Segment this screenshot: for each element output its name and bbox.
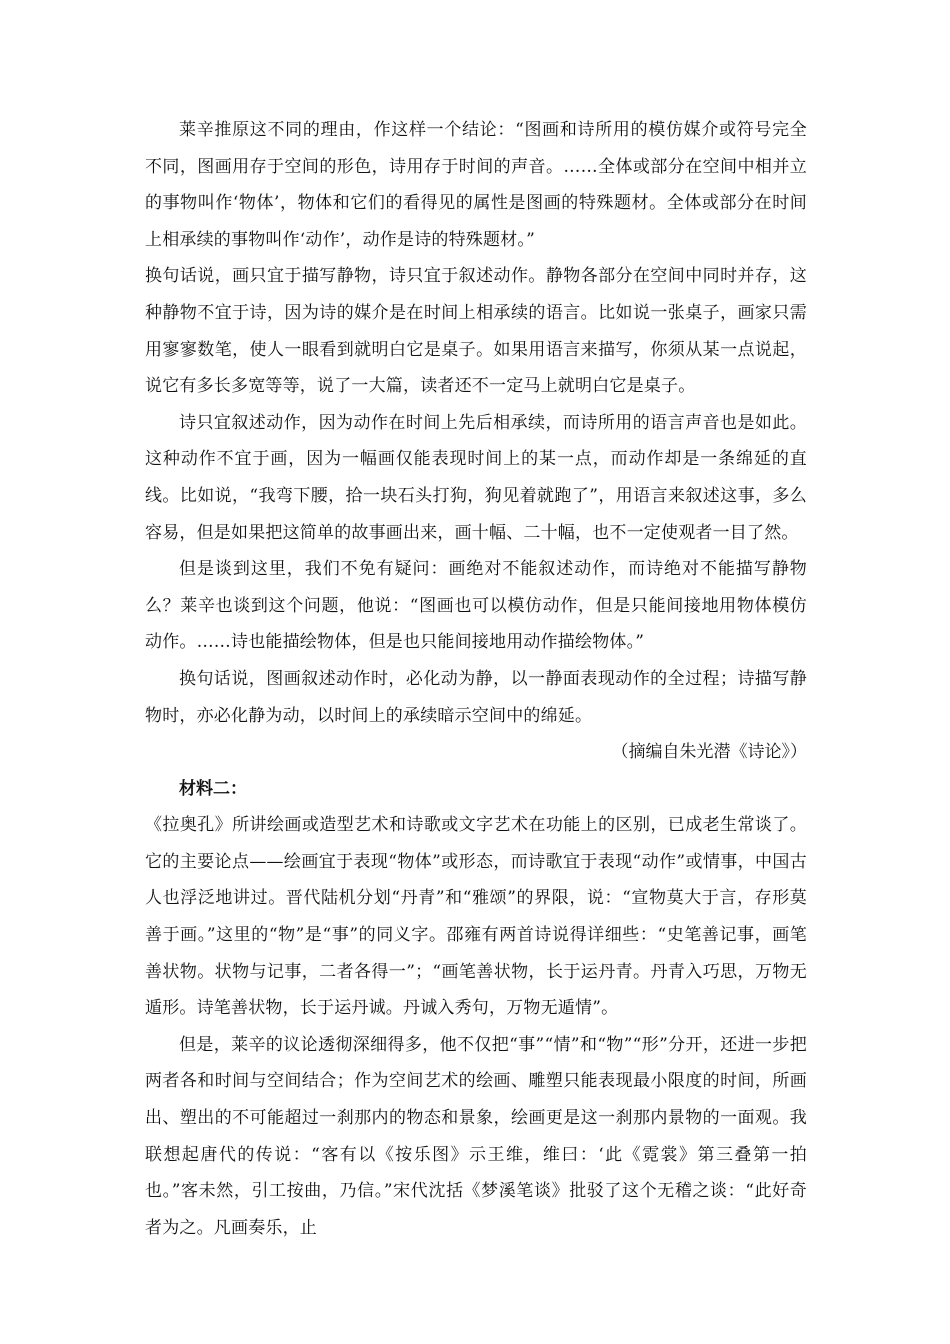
material-one-paragraph-4: 但是谈到这里，我们不免有疑问：画绝对不能叙述动作，而诗绝对不能描写静物么？莱辛也谈到这个问题，他说：“图画也可以模仿动作，但是只能间接地用物体模仿动作。……诗也能描绘物体，但是也只能间接地用动作描绘物体。”	[145, 559, 807, 653]
document-page	[145, 112, 807, 1246]
material-two-paragraph-1: 《拉奥孔》所讲绘画或造型艺术和诗歌或文字艺术在功能上的区别，已成老生常谈了。它的主要论点——绘画宜于表现“物体”或形态，而诗歌宜于表现“动作”或情事，中国古人也浮泛地讲过。晋代陆机分划“丹青”和“雅颂”的界限，说：“宣物莫大于言，存形莫善于画。”这里的“物”是“事”的同义字。邵雍有两首诗说得详细些：“史笔善记事，画笔善状物。状物与记事，二者各得一”；“画笔善状物，长于运丹青。丹青入巧思，万物无遁形。诗笔善状物，长于运丹诚。丹诚入秀句，万物无遁情”。	[145, 815, 807, 1019]
material-two-paragraph-2: 但是，莱辛的议论透彻深细得多，他不仅把“事”“情”和“物”“形”分开，还进一步把两者各和时间与空间结合；作为空间艺术的绘画、雕塑只能表现最小限度的时间，所画出、塑出的不可能超过一刹那内的物态和景象，绘画更是这一刹那内景物的一面观。我联想起唐代的传说：“客有以《按乐图》示王维，维曰：‘此《霓裳》第三叠第一拍也。”客未然，引工按曲，乃信。”宋代沈括《梦溪笔谈》批驳了这个无稽之谈：“此好奇者为之。凡画奏乐，止	[145, 1034, 807, 1238]
source-citation: （摘编自朱光潜《诗论》）	[611, 742, 807, 763]
material-one-paragraph-3: 诗只宜叙述动作，因为动作在时间上先后相承续，而诗所用的语言声音也是如此。这种动作不宜于画，因为一幅画仅能表现时间上的某一点，而动作却是一条绵延的直线。比如说，“我弯下腰，拾一块石头打狗，狗见着就跑了”，用语言来叙述这事，多么容易，但是如果把这简单的故事画出来，画十幅、二十幅，也不一定使观者一目了然。	[145, 412, 807, 543]
material-two-heading: 材料二：	[179, 778, 247, 799]
material-one-paragraph-5: 换句话说，图画叙述动作时，必化动为静，以一静面表现动作的全过程；诗描写静物时，亦必化静为动，以时间上的承续暗示空间中的绵延。	[145, 668, 807, 726]
material-one-paragraph-2: 换句话说，画只宜于描写静物，诗只宜于叙述动作。静物各部分在空间中同时并存，这种静物不宜于诗，因为诗的媒介是在时间上相承续的语言。比如说一张桌子，画家只需用寥寥数笔，使人一眼看到就明白它是桌子。如果用语言来描写，你须从某一点说起，说它有多长多宽等等，说了一大篇，读者还不一定马上就明白它是桌子。	[145, 266, 807, 397]
material-one-paragraph-1: 莱辛推原这不同的理由，作这样一个结论：“图画和诗所用的模仿媒介或符号完全不同，图画用存于空间的形色，诗用存于时间的声音。……全体或部分在空间中相并立的事物叫作‘物体’，物体和它们的看得见的属性是图画的特殊题材。全体或部分在时间上相承续的事物叫作‘动作’，动作是诗的特殊题材。”	[145, 120, 807, 250]
